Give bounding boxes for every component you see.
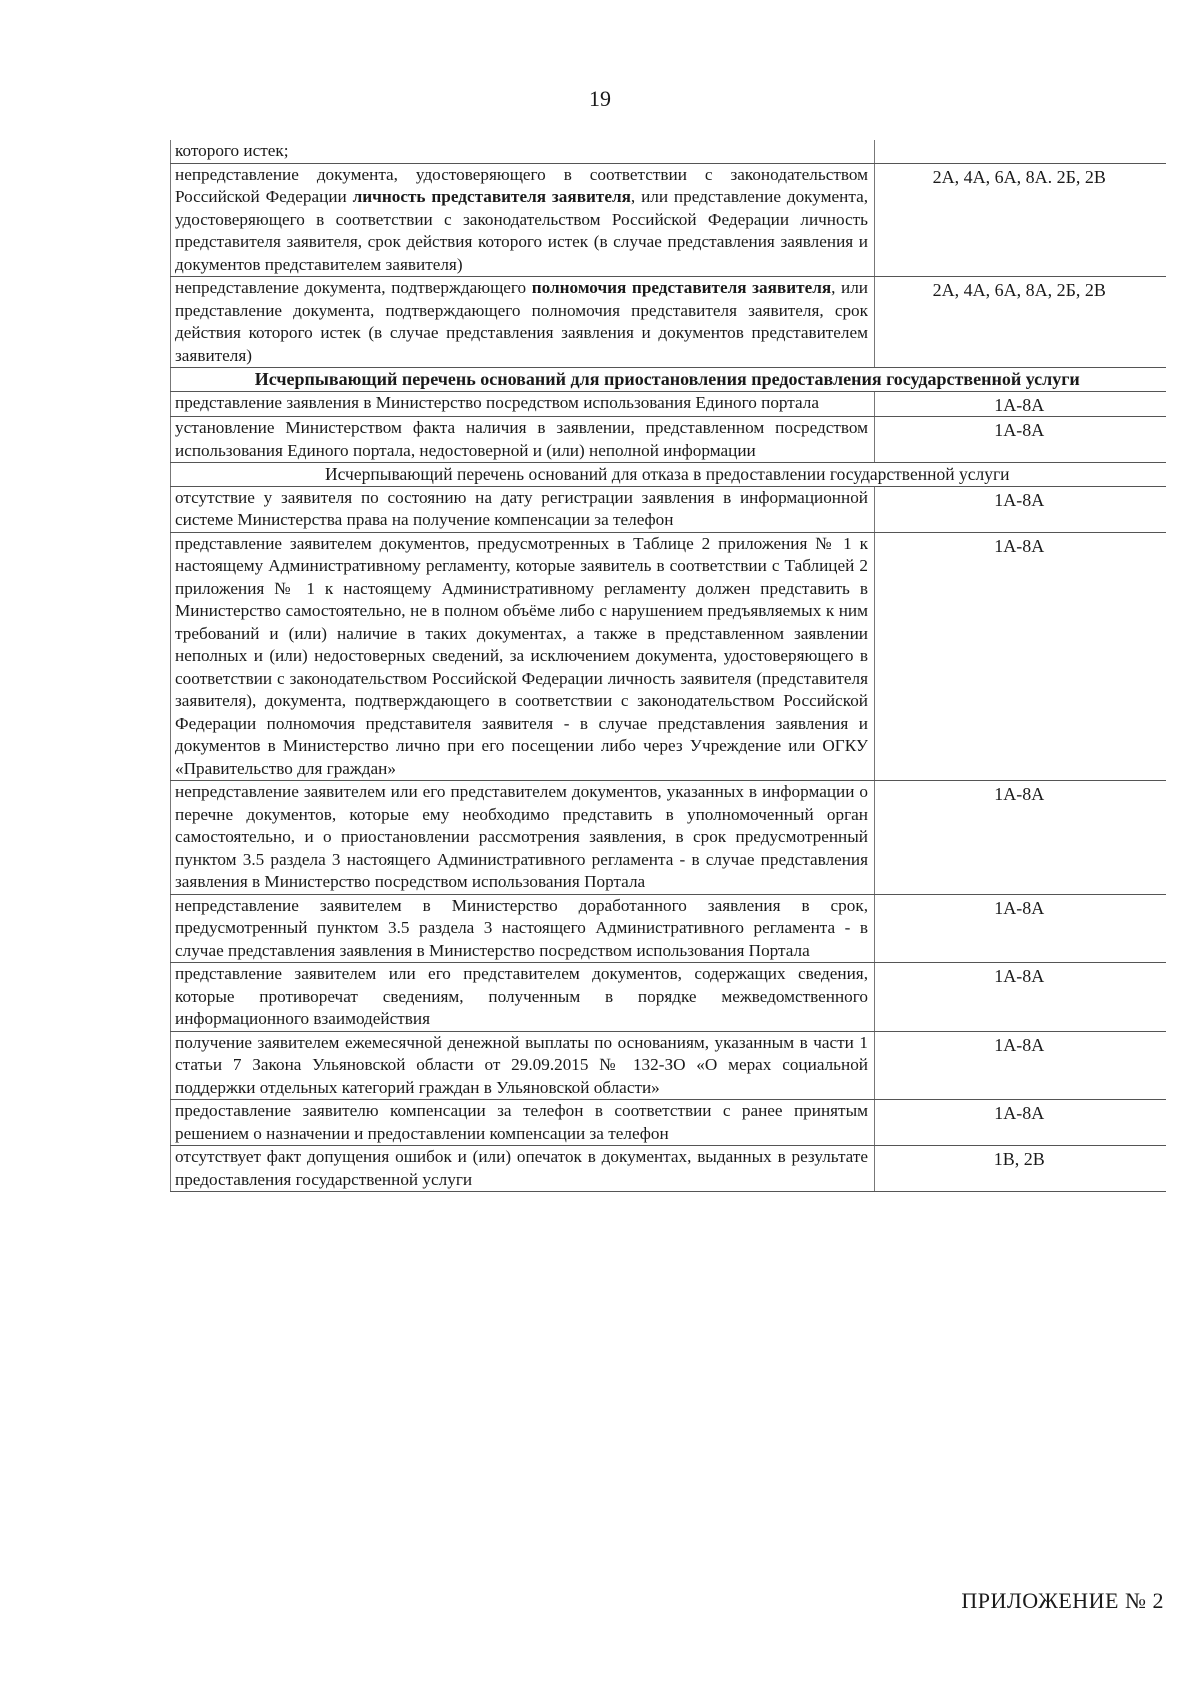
table-row — [171, 163, 1166, 277]
table-row — [171, 532, 1166, 781]
description-text: установление Министерством факта наличия в заявлении, представленном посредством использования Единого портала, недостоверной и (или) неполной информации — [175, 418, 868, 460]
grounds-table — [170, 140, 1166, 1192]
table-row — [171, 140, 1166, 163]
ground-description — [171, 486, 875, 532]
table-row — [171, 963, 1166, 1032]
ground-description — [171, 963, 875, 1032]
ground-description — [171, 532, 875, 781]
description-text: , или представление документа, подтверждающего полномочия представителя заявителя, срок действия которого истек (в случае представления заявления и документов представителем заявителя) — [175, 278, 868, 365]
description-text: представление заявителем или его представителем документов, содержащих сведения, которые противоречат сведениям, полученным в порядке межведомственного информационного взаимодействия — [175, 964, 868, 1028]
ground-description — [171, 277, 875, 368]
table-row — [171, 1031, 1166, 1100]
table-row — [171, 486, 1166, 532]
description-bold-text: личность представителя заявителя — [352, 187, 631, 206]
appendix-label: ПРИЛОЖЕНИЕ № 2 — [961, 1588, 1164, 1613]
applicant-category-codes: 1А-8А — [875, 963, 1166, 1032]
grounds-table-body — [171, 140, 1166, 1192]
section-header-row — [171, 368, 1166, 392]
ground-description — [171, 1031, 875, 1100]
description-text: непредставление заявителем или его представителем документов, указанных в информации о перечне документов, которые ему необходимо представить в уполномоченный орган самостоятельно, и о приостановлении рассмотрения заявления, в срок предусмотренный пунктом 3.5 раздела 3 настоящего Административного регламента - в случае представления заявления в Министерство посредством использования Портала — [175, 782, 868, 891]
description-text: получение заявителем ежемесячной денежной выплаты по основаниям, указанным в части 1 статьи 7 Закона Ульяновской области от 29.09.2015 № 132-ЗО «О мерах социальной поддержки отдельных категорий граждан в Ульяновской области» — [175, 1032, 868, 1097]
description-text: непредставление документа, удостоверяющего в соответствии с законодательством Российской Федерации — [175, 164, 868, 206]
applicant-category-codes: 1А-8А — [875, 417, 1166, 463]
table-row — [171, 417, 1166, 463]
table-row — [171, 894, 1166, 963]
ground-description — [171, 140, 875, 163]
ground-description — [171, 417, 875, 463]
applicant-category-codes — [875, 140, 1166, 163]
description-text: , или представление документа, удостоверяющего в соответствии с законодательством Российской Федерации личность представителя заявителя, срок действия которого истек (в случае представления заявления и документов представителем заявителя) — [175, 187, 868, 274]
section-header-row — [171, 463, 1166, 487]
applicant-category-codes: 1А-8А — [875, 486, 1166, 532]
ground-description — [171, 163, 875, 277]
table-row — [171, 1100, 1166, 1146]
section-header: Исчерпывающий перечень оснований для отказа в предоставлении государственной услуги — [171, 463, 1166, 487]
applicant-category-codes: 1А-8А — [875, 781, 1166, 895]
ground-description — [171, 391, 875, 417]
applicant-category-codes: 1В, 2В — [875, 1146, 1166, 1192]
page-number: 19 — [589, 86, 611, 111]
ground-description — [171, 781, 875, 895]
table-row — [171, 781, 1166, 895]
table-row — [171, 391, 1166, 417]
description-text: представление заявления в Министерство посредством использования Единого портала — [175, 392, 820, 412]
applicant-category-codes: 2А, 4А, 6А, 8А. 2Б, 2В — [875, 163, 1166, 277]
applicant-category-codes: 1А-8А — [875, 1100, 1166, 1146]
description-text: непредставление заявителем в Министерство доработанного заявления в срок, предусмотренный пунктом 3.5 раздела 3 настоящего Административного регламента - в случае представления заявления в Министерство посредством использования Портала — [175, 895, 868, 960]
applicant-category-codes: 1А-8А — [875, 1031, 1166, 1100]
applicant-category-codes: 1А-8А — [875, 391, 1166, 417]
description-bold-text: полномочия представителя заявителя — [531, 278, 832, 297]
description-text: представление заявителем документов, предусмотренных в Таблице 2 приложения № 1 к настоящему Административному регламенту, которые заявитель в соответствии с Таблицей 2 приложения № 1 к настоящему Административному регламенту должен представить в Министерство самостоятельно, не в полном объёме либо с нарушением предъявляемых к ним требований и (или) наличие в таких документах, а также в представленном заявлении неполных и (или) недостоверных сведений, за исключением документа, удостоверяющего в соответствии с законодательством Российской Федерации личность заявителя (представителя заявителя), документа, подтверждающего в соответствии с законодательством Российской Федерации полномочия представителя заявителя - в случае представления заявления и документов в Министерство лично при его посещении либо через Учреждение или ОГКУ «Правительство для граждан» — [175, 533, 868, 778]
description-text: которого истек; — [175, 141, 289, 160]
description-text: непредставление документа, подтверждающего — [175, 278, 532, 297]
table-row — [171, 1146, 1166, 1192]
table-row — [171, 277, 1166, 368]
ground-description — [171, 894, 875, 963]
ground-description — [171, 1146, 875, 1192]
applicant-category-codes: 1А-8А — [875, 532, 1166, 781]
applicant-category-codes: 1А-8А — [875, 894, 1166, 963]
description-text: отсутствие у заявителя по состоянию на дату регистрации заявления в информационной системе Министерства права на получение компенсации за телефон — [175, 487, 868, 529]
description-text: предоставление заявителю компенсации за телефон в соответствии с ранее принятым решением о назначении и предоставлении компенсации за телефон — [175, 1101, 868, 1143]
section-header: Исчерпывающий перечень оснований для приостановления предоставления государственной услуги — [171, 368, 1166, 392]
description-text: отсутствует факт допущения ошибок и (или) опечаток в документах, выданных в результате предоставления государственной услуги — [175, 1147, 868, 1189]
ground-description — [171, 1100, 875, 1146]
applicant-category-codes: 2А, 4А, 6А, 8А, 2Б, 2В — [875, 277, 1166, 368]
